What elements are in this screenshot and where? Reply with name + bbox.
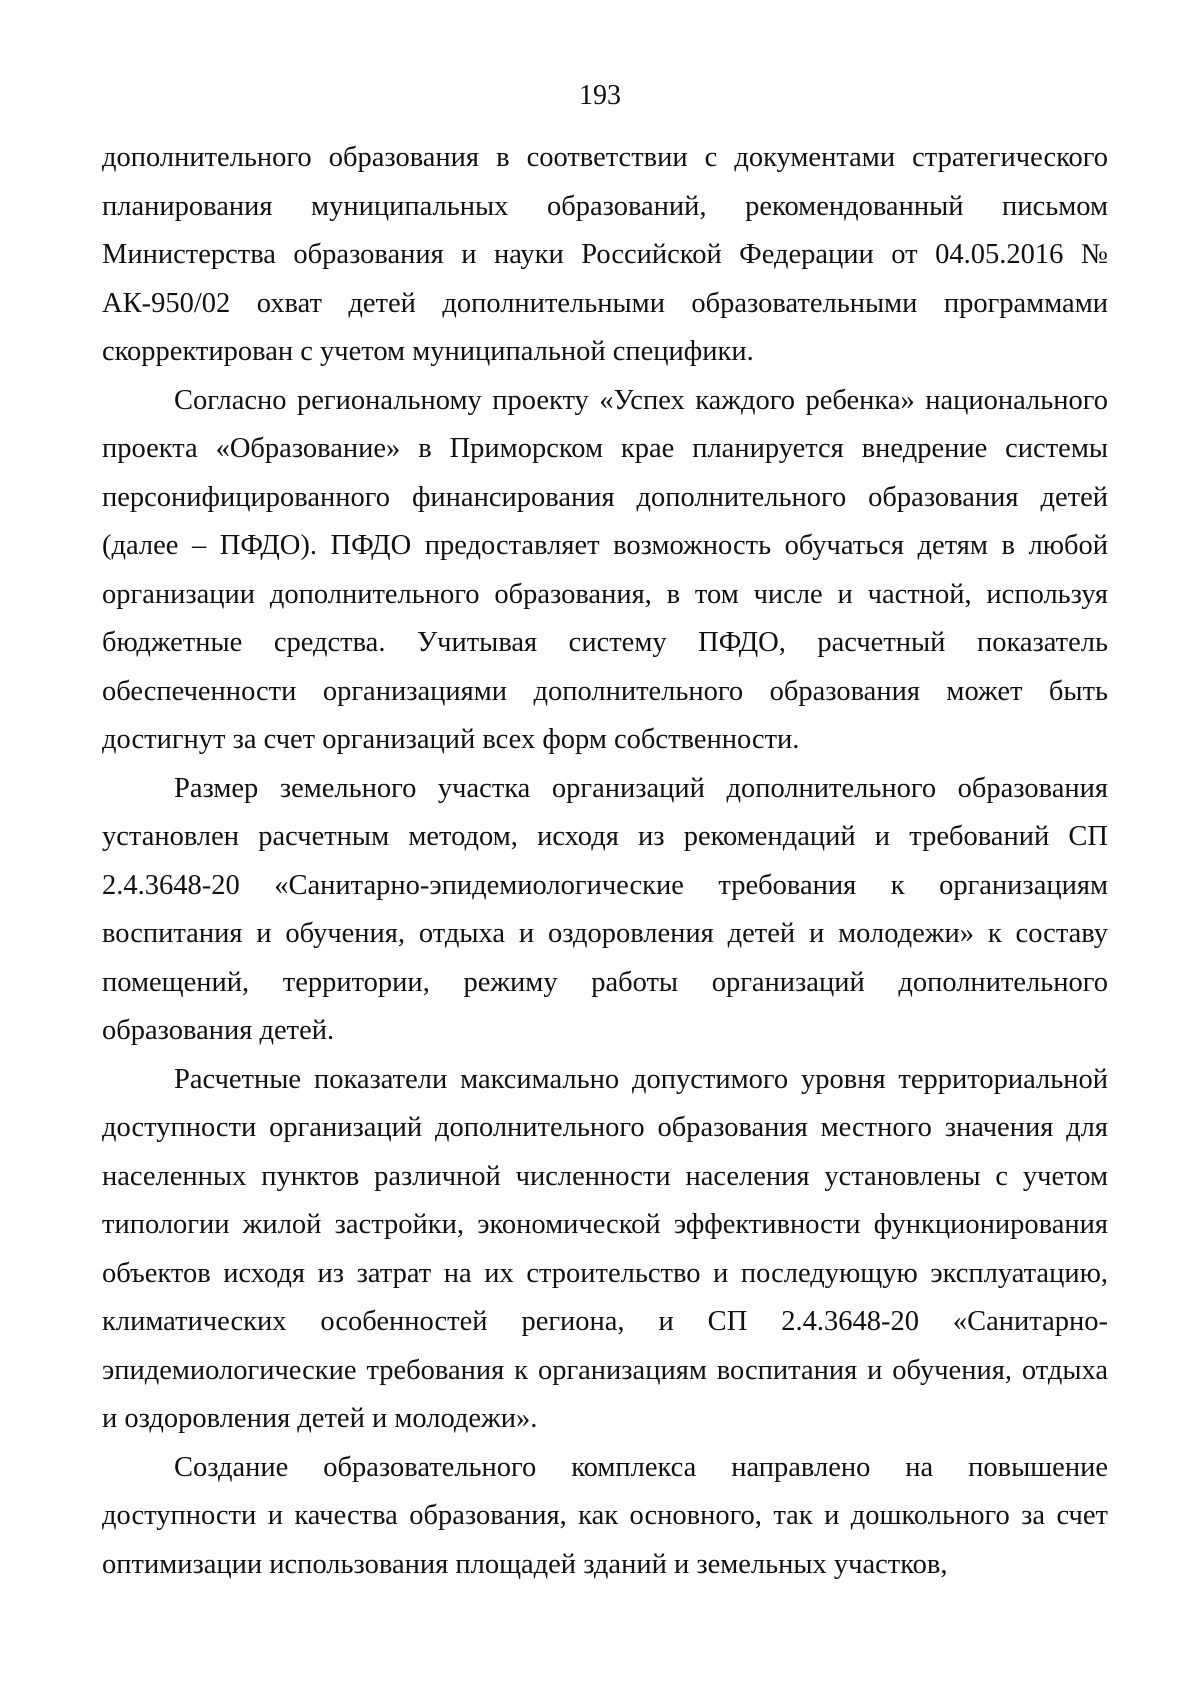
paragraph-accessibility-indicators: Расчетные показатели максимально допустимого уровня территориальной доступности организаций дополнительного образования местного значения для населенных пунктов различной численности населения установлены с учетом типологии жилой застройки, экономической эффективности функционирования объектов исходя из затрат на их строительство и последующую эксплуатацию, климатических особенностей региона, и СП 2.4.3648-20 «Санитарно-эпидемиологические требования к организациям воспитания и обучения, отдыха и оздоровления детей и молодежи». xyxy=(102,1063,1108,1434)
paragraph-land-plot-size: Размер земельного участка организаций дополнительного образования установлен расчетным методом, исходя из рекомендаций и требований СП 2.4.3648-20 «Санитарно-эпидемиологические требования к организациям воспитания и обучения, отдыха и оздоровления детей и молодежи» к составу помещений, территории, режиму работы организаций дополнительного образования детей. xyxy=(102,772,1108,1046)
paragraph-pfdo: Согласно региональному проекту «Успех каждого ребенка» национального проекта «Образование» в Приморском крае планируется внедрение системы персонифицированного финансирования дополнительного образования детей (далее – ПФДО). ПФДО предоставляет возможность обучаться детям в любой организации дополнительного образования, в том числе и частной, используя бюджетные средства. Учитывая систему ПФДО, расчетный показатель обеспеченности организациями дополнительного образования может быть достигнут за счет организаций всех форм собственности. xyxy=(102,384,1108,755)
document-body xyxy=(102,134,1108,1589)
paragraph-continuation: дополнительного образования в соответствии с документами стратегического планирования муниципальных образований, рекомендованный письмом Министерства образования и науки Российской Федерации от 04.05.2016 № АК-950/02 охват детей дополнительными образовательными программами скорректирован с учетом муниципальной специфики. xyxy=(102,142,1108,367)
page-number: 193 xyxy=(579,80,621,111)
paragraph-educational-complex: Создание образовательного комплекса направлено на повышение доступности и качества образования, как основного, так и дошкольного за счет оптимизации использования площадей зданий и земельных участков, xyxy=(102,1451,1108,1580)
